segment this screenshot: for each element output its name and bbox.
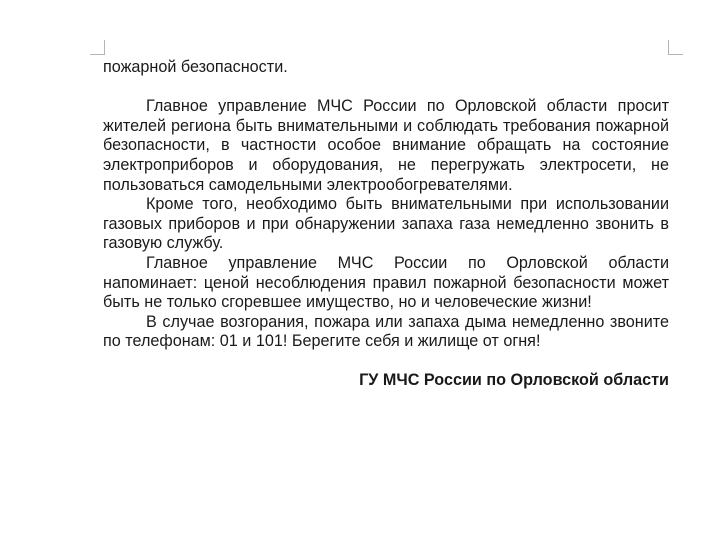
signature-gap xyxy=(103,352,669,371)
paragraph-reminder: Главное управление МЧС России по Орловской области напоминает: ценой несоблюдения правил пожарной безопасности может быть не только сгоревшее имущество, но и человеческие жизни! xyxy=(103,253,669,312)
continuation-line: пожарной безопасности. xyxy=(103,58,288,76)
paragraph-appeal: Главное управление МЧС России по Орловской области просит жителей региона быть внимательными и соблюдать требования пожарной безопасности, в частности особое внимание обращать на состояние электроприборов и оборудования, не перегружать электросети, не пользоваться самодельными электрообогревателями. xyxy=(103,97,669,194)
signature: ГУ МЧС России по Орловской области xyxy=(359,370,669,389)
paragraph-gap xyxy=(103,78,669,98)
top-right-margin-mark xyxy=(668,40,683,55)
paragraph-gas-safety: Кроме того, необходимо быть внимательными при использовании газовых приборов и при обнаружении запаха газа немедленно звонить в газовую службу. xyxy=(103,195,669,253)
document-body xyxy=(103,58,669,391)
top-left-margin-mark xyxy=(90,40,105,55)
paragraph-emergency-phones: В случае возгорания, пожара или запаха дыма немедленно звоните по телефонам: 01 и 101! Берегите себя и жилище от огня! xyxy=(103,312,669,351)
